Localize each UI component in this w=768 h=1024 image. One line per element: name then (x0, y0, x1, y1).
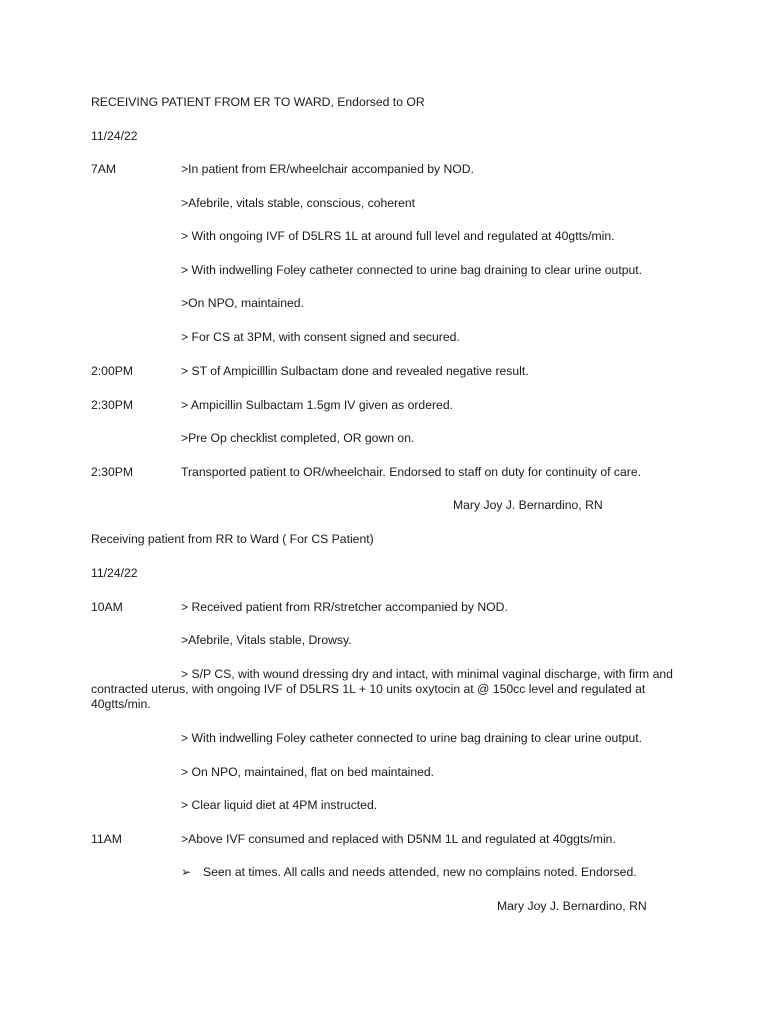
entry-text: > With indwelling Foley catheter connected to urine bag draining to clear urine output. (181, 731, 643, 745)
entry-time: 11AM (91, 832, 122, 846)
arrow-bullet-icon: ➢ (181, 865, 192, 879)
entry-text: > Ampicillin Sulbactam 1.5gm IV given as ordered. (181, 398, 453, 412)
entry-text-wrapped: > S/P CS, with wound dressing dry and intact, with minimal vaginal discharge, with firm and contracted uterus, with ongoing IVF of D5LRS 1L + 10 units oxytocin at @ 150cc level and regulated at 40gtts/min. (91, 667, 673, 711)
section1-date: 11/24/22 (91, 129, 138, 143)
entry-time: 2:30PM (91, 398, 134, 412)
entry-text: Seen at times. All calls and needs attended, new no complains noted. Endorsed. (203, 865, 637, 879)
entry-text: >Afebrile, Vitals stable, Drowsy. (181, 633, 352, 647)
entry-text: >In patient from ER/wheelchair accompanied by NOD. (181, 162, 474, 176)
entry-text: >Afebrile, vitals stable, conscious, coherent (181, 196, 416, 210)
entry-text: >Pre Op checklist completed, OR gown on. (181, 431, 415, 445)
nurse-signature: Mary Joy J. Bernardino, RN (497, 899, 647, 913)
entry-text: >On NPO, maintained. (181, 296, 304, 310)
entry-time: 10AM (91, 600, 123, 614)
entry-text: > With indwelling Foley catheter connected to urine bag draining to clear urine output. (181, 263, 643, 277)
entry-text: > ST of Ampicilllin Sulbactam done and revealed negative result. (181, 364, 529, 378)
nurse-signature: Mary Joy J. Bernardino, RN (453, 498, 603, 512)
entry-text: >Above IVF consumed and replaced with D5NM 1L and regulated at 40ggts/min. (181, 832, 616, 846)
entry-text: > Received patient from RR/stretcher accompanied by NOD. (181, 600, 508, 614)
bullet-item (181, 865, 637, 880)
entry-text: Transported patient to OR/wheelchair. Endorsed to staff on duty for continuity of care. (181, 465, 641, 479)
entry-time: 7AM (91, 162, 117, 176)
entry-text: > For CS at 3PM, with consent signed and secured. (181, 330, 460, 344)
entry-time: 2:00PM (91, 364, 134, 378)
entry-time: 2:30PM (91, 465, 134, 479)
entry-text: > Clear liquid diet at 4PM instructed. (181, 798, 378, 812)
section2-heading: Receiving patient from RR to Ward ( For CS Patient) (91, 532, 374, 546)
section2-date: 11/24/22 (91, 566, 138, 580)
section1-heading: RECEIVING PATIENT FROM ER TO WARD, Endorsed to OR (91, 95, 425, 109)
entry-text: > On NPO, maintained, flat on bed maintained. (181, 765, 435, 779)
entry-text: > With ongoing IVF of D5LRS 1L at around full level and regulated at 40gtts/min. (181, 229, 615, 243)
